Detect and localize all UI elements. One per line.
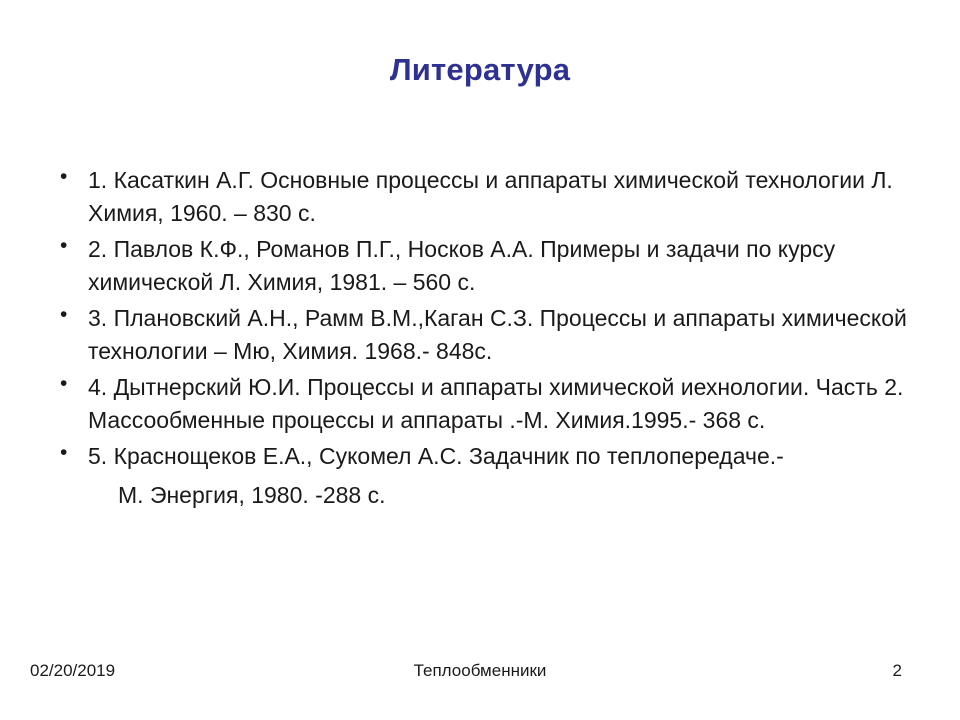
bullet-icon: • — [60, 303, 68, 326]
reference-item-5 — [60, 440, 930, 512]
reference-text: 3. Плановский А.Н., Рамм В.М.,Каган С.З. Процессы и аппараты химической технологии – Мю, Химия. 1968.- 848с. — [88, 305, 907, 364]
reference-item-4 — [60, 371, 930, 437]
reference-continuation: М. Энергия, 1980. -288 с. — [118, 482, 386, 508]
footer-title: Теплообменники — [413, 661, 547, 680]
page-number: 2 — [892, 661, 902, 680]
footer-date: 02/20/2019 — [30, 661, 116, 680]
reference-text: 2. Павлов К.Ф., Романов П.Г., Носков А.А. Примеры и задачи по курсу химической Л. Химия, 1981. – 560 с. — [88, 236, 836, 295]
bullet-icon: • — [60, 441, 68, 464]
bullet-icon: • — [60, 165, 68, 188]
bullet-icon: • — [60, 372, 68, 395]
reference-item-1 — [60, 164, 930, 230]
reference-text: 1. Касаткин А.Г. Основные процессы и аппараты химической технологии Л. Химия, 1960. – 830 с. — [88, 167, 893, 226]
bullet-icon: • — [60, 234, 68, 257]
slide-title: Литература — [389, 52, 571, 87]
reference-text: 5. Краснощеков Е.А., Сукомел А.С. Задачник по теплопередаче.- — [88, 443, 784, 469]
reference-text: 4. Дытнерский Ю.И. Процессы и аппараты химической иехнологии. Часть 2. Массообменные процессы и аппараты .-М. Химия.1995.- 368 с. — [88, 374, 904, 433]
reference-list — [60, 164, 930, 515]
reference-item-3 — [60, 302, 930, 368]
reference-item-2 — [60, 233, 930, 299]
